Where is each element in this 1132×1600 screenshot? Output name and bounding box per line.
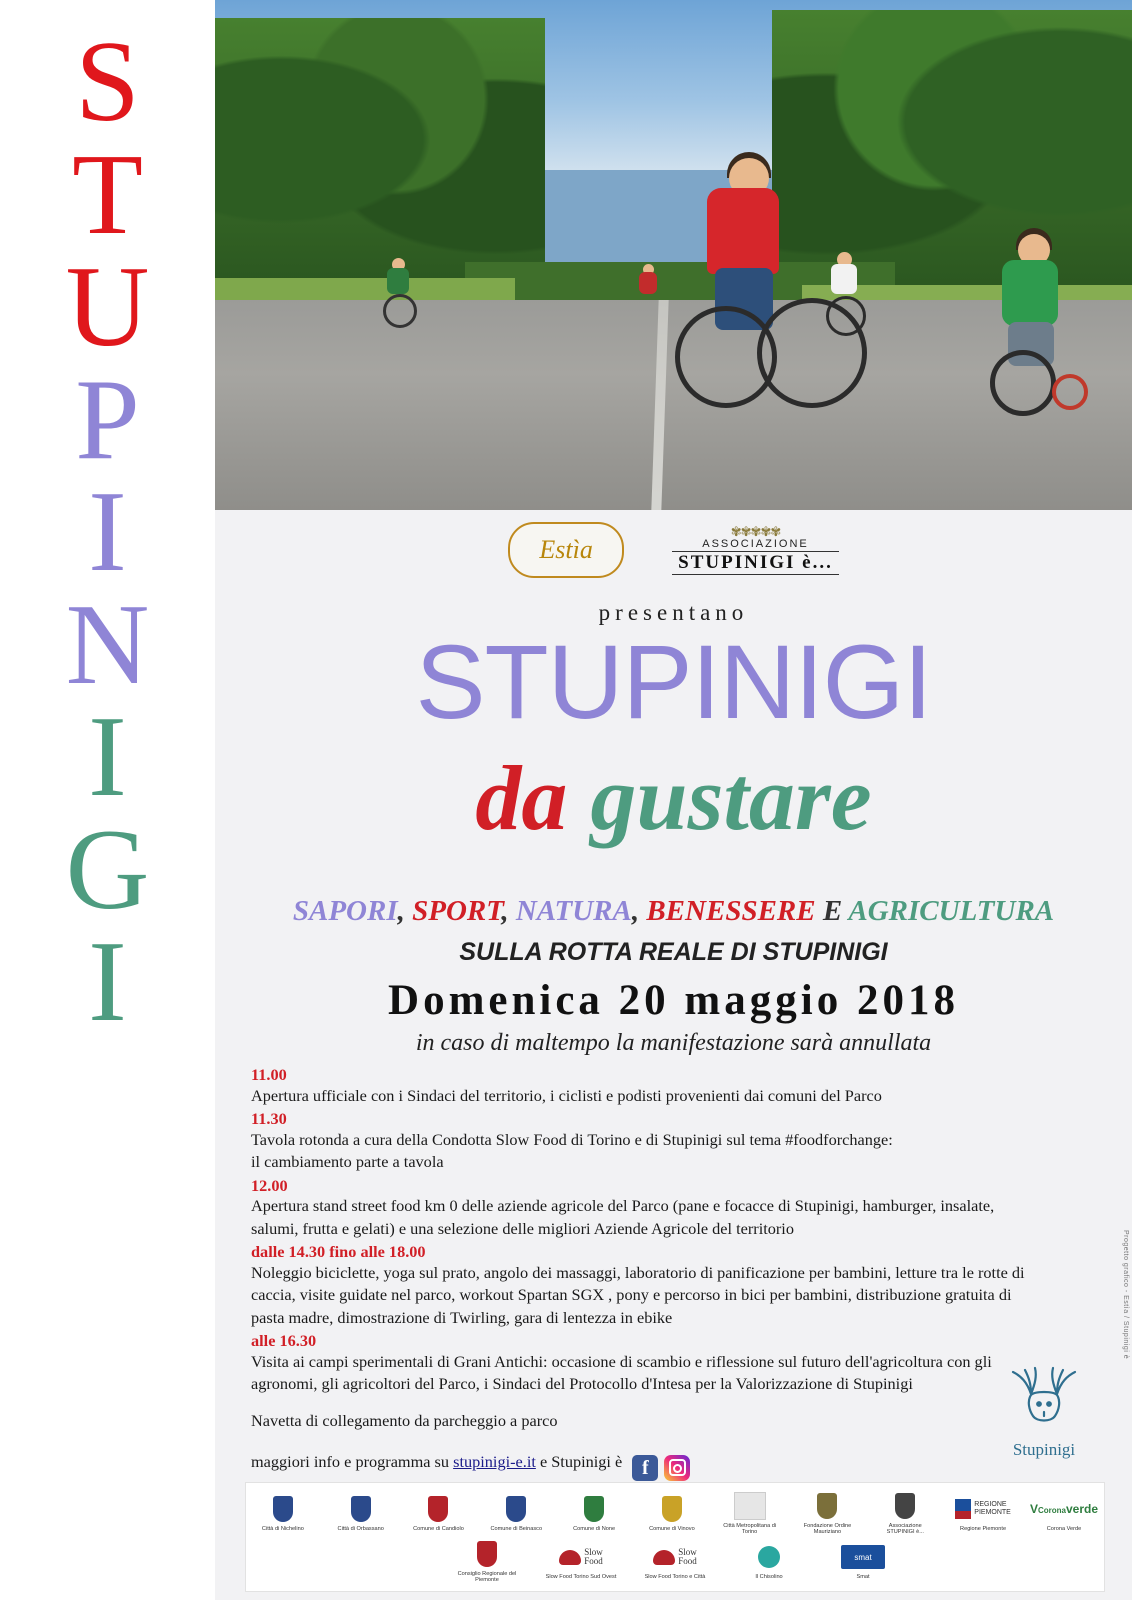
programme-text: Visita ai campi sperimentali di Grani Antichi: occasione di scambio e riflessione sul futuro dell'agricoltura con gli	[251, 1351, 992, 1371]
trees-left	[215, 18, 545, 288]
programme-time: dalle 14.30 fino alle 18.00	[251, 1242, 426, 1262]
child-green-shirt-cycling	[982, 250, 1102, 400]
slow-food-icon: Slow Food	[559, 1548, 603, 1566]
theme-sport: SPORT	[412, 895, 502, 927]
vertical-letter: T	[72, 130, 143, 259]
associazione-icon	[895, 1493, 915, 1519]
programme-text: pasta madre, dimostrazione di Twirling, gara di lentezza in ebike	[251, 1307, 673, 1327]
programme-text: agronomi, gli agricoltori del Parco, i Sindaci del Protocollo d'Intesa per la Valorizzazione di Stupinigi	[251, 1374, 913, 1394]
theme-natura: NATURA	[515, 895, 632, 927]
sponsor-logo: smat Smat	[824, 1542, 902, 1580]
consiglio-regionale-icon	[477, 1541, 497, 1567]
cyclist-distant-centre	[635, 268, 663, 316]
theme-agricultura: AGRICULTURA	[848, 895, 1055, 927]
presentano-label: presentano	[598, 600, 749, 625]
info-suffix: e Stupinigi è	[535, 1451, 623, 1471]
programme-time: 11.30	[251, 1109, 287, 1129]
poster-title-sub	[215, 747, 1132, 849]
side-credit: Progetto grafico - Estìa / Stupinigi è	[1122, 1230, 1129, 1360]
social-icons	[632, 1455, 690, 1481]
vertical-title-rail	[0, 0, 215, 1600]
organiser-logos	[215, 520, 1132, 580]
programme-time: alle 16.30	[251, 1331, 317, 1351]
programme-time: 11.00	[251, 1065, 287, 1084]
sponsor-logo: Associazione STUPINIGI è...	[874, 1491, 936, 1535]
estia-logo: Estìa	[508, 522, 624, 578]
theme-sapori: SAPORI	[292, 895, 398, 927]
smat-icon: smat	[841, 1545, 885, 1569]
website-link[interactable]: stupinigi-e.it	[453, 1451, 536, 1471]
regione-piemonte-icon: REGIONE PIEMONTE	[955, 1499, 1011, 1519]
corona-verde-icon: VCoronaverde	[1029, 1501, 1099, 1516]
vertical-letter: G	[65, 805, 150, 934]
deer-icon	[1001, 1364, 1087, 1438]
crest-icon	[351, 1496, 371, 1522]
vertical-letter: I	[88, 693, 127, 822]
sponsor-logo: Comune di Candiolo	[408, 1494, 470, 1532]
info-line	[251, 1450, 1101, 1481]
slow-food-icon: Slow Food	[653, 1548, 697, 1566]
programme-text: salumi, frutta e gelati) e una selezione delle migliori Aziende Agricole del territorio	[251, 1218, 794, 1238]
crest-icon	[662, 1496, 682, 1522]
sponsor-row-2	[252, 1539, 1098, 1583]
route-line: SULLA ROTTA REALE DI STUPINIGI	[459, 938, 888, 966]
cyclist-distant-left	[381, 262, 415, 318]
sponsor-logo: Città di Orbassano	[330, 1494, 392, 1532]
sponsor-logo: Il Chisolino	[730, 1542, 808, 1580]
sep: E	[815, 895, 849, 927]
sponsor-logo: Comune di Vinovo	[641, 1494, 703, 1532]
programme-text: caccia, visite guidate nel parco, workout Spartan SGX , pony e percorso in bici per bambini, distribuzione gratuita di	[251, 1285, 1012, 1305]
vertical-letter: N	[65, 580, 150, 709]
sponsor-logo: REGIONE PIEMONTE Regione Piemonte	[952, 1494, 1014, 1532]
crest-icon	[273, 1496, 293, 1522]
sep: ,	[631, 895, 647, 927]
sep: ,	[501, 895, 516, 927]
mauriziano-icon	[817, 1493, 837, 1519]
shuttle-note: Navetta di collegamento da parcheggio a parco	[251, 1410, 558, 1430]
theme-benessere: BENESSERE	[646, 895, 816, 927]
boy-red-shirt-cycling	[685, 178, 805, 408]
sponsor-logo: Consiglio Regionale del Piemonte	[448, 1539, 526, 1583]
sponsor-logo: VCoronaverde Corona Verde	[1029, 1501, 1099, 1532]
programme-text: Apertura ufficiale con i Sindaci del territorio, i ciclisti e podisti provenienti dai comuni del Parco	[251, 1085, 882, 1105]
vertical-letter: I	[88, 918, 127, 1047]
vertical-letter: S	[75, 18, 140, 146]
crown-icon: ✾✾✾✾✾	[730, 524, 781, 540]
associazione-label: ASSOCIAZIONE	[702, 538, 809, 551]
deer-label: Stupinigi	[1012, 1440, 1076, 1459]
title-da: da	[475, 747, 568, 849]
sponsor-logo: Slow Food Slow Food Torino e Città	[644, 1547, 706, 1581]
sponsor-logo: Comune di Beinasco	[485, 1494, 547, 1532]
info-prefix: maggiori info e programma su	[251, 1451, 454, 1471]
vertical-letter: U	[65, 243, 150, 372]
weather-note: in caso di maltempo la manifestazione sarà annullata	[415, 1030, 932, 1056]
poster-main	[215, 0, 1132, 1600]
vertical-letter: I	[88, 468, 127, 597]
trees-right	[772, 10, 1132, 290]
programme-time: 12.00	[251, 1175, 288, 1195]
instagram-icon[interactable]	[664, 1455, 690, 1481]
themes-line	[215, 895, 1132, 928]
metropolitan-city-icon	[734, 1492, 766, 1520]
associazione-stupinigi-logo	[672, 525, 839, 574]
sponsor-logo: Fondazione Ordine Mauriziano	[797, 1491, 859, 1535]
sponsor-logo: Città di Nichelino	[252, 1494, 314, 1532]
programme	[251, 1062, 1101, 1505]
sponsor-bar	[245, 1482, 1105, 1592]
crest-icon	[506, 1496, 526, 1522]
sponsor-logo: Slow Food Slow Food Torino Sud Ovest	[545, 1547, 617, 1581]
sponsor-logo: Città Metropolitana di Torino	[719, 1491, 781, 1535]
sponsor-logo: Comune di None	[563, 1494, 625, 1532]
chisolino-icon	[758, 1546, 780, 1568]
crest-icon	[428, 1496, 448, 1522]
poster-title-main: STUPINIGI	[415, 624, 932, 741]
event-date: Domenica 20 maggio 2018	[388, 977, 959, 1024]
programme-text: Noleggio biciclette, yoga sul prato, angolo dei massaggi, laboratorio di panificazione per bambini, letture tra le rotte di	[251, 1262, 1025, 1282]
programme-text: Apertura stand street food km 0 delle aziende agricole del Parco (pane e focacce di Stupinigi, hamburger, insalate,	[251, 1196, 995, 1216]
facebook-icon[interactable]: f	[632, 1455, 658, 1481]
hero-photo-children-cycling	[215, 0, 1132, 510]
crest-icon	[584, 1496, 604, 1522]
programme-text: il cambiamento parte a tavola	[251, 1152, 444, 1172]
title-gustare: gustare	[590, 747, 872, 849]
programme-text: Tavola rotonda a cura della Condotta Slow Food di Torino e di Stupinigi sul tema #foodforchange:	[251, 1129, 893, 1149]
sep: ,	[397, 895, 413, 927]
stupinigi-deer-logo	[984, 1364, 1104, 1460]
vertical-letter: P	[75, 355, 140, 484]
sponsor-row-1	[252, 1491, 1098, 1535]
associazione-name: STUPINIGI è...	[672, 551, 839, 575]
